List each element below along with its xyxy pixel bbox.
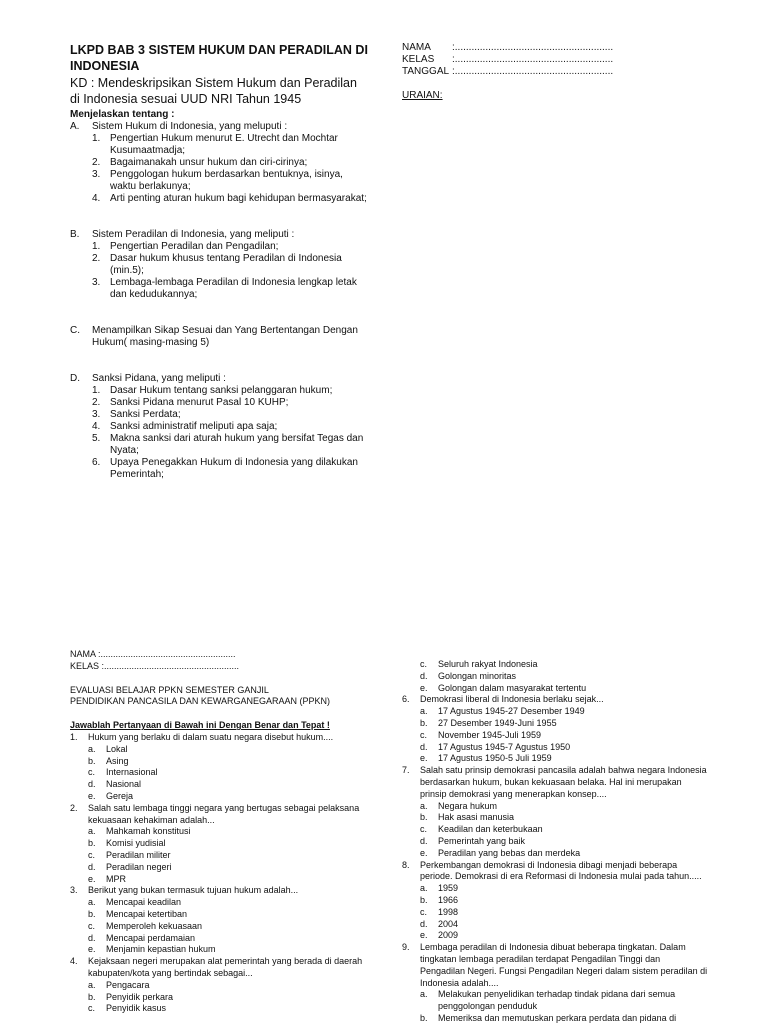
- option-letter: b.: [420, 894, 428, 905]
- answer-option[interactable]: [70, 944, 370, 956]
- question-text: Salah satu lembaga tinggi negara yang bertugas sebagai pelaksana: [88, 802, 360, 813]
- section-item: [70, 241, 370, 253]
- option-letter: a.: [420, 706, 428, 717]
- question-number: [402, 871, 420, 883]
- question-line: [70, 803, 370, 815]
- section-item: [70, 433, 370, 457]
- answer-option[interactable]: [402, 883, 712, 895]
- option-text: Mencapai perdamaian: [106, 932, 196, 943]
- section-item: [70, 253, 370, 277]
- field-nama[interactable]: NAMA :.........................................................: [402, 42, 614, 53]
- intro-text: Menjelaskan tentang :: [70, 109, 175, 120]
- option-letter: e.: [420, 847, 428, 858]
- section-item: [70, 397, 370, 409]
- answer-option[interactable]: [70, 1003, 370, 1015]
- option-text: Asing: [106, 755, 129, 766]
- question-text: Demokrasi liberal di Indonesia berlaku sejak...: [420, 694, 604, 705]
- option-text: Pengacara: [106, 979, 150, 990]
- question: [70, 803, 370, 886]
- question-text: Perkembangan demokrasi di Indonesia dibagi menjadi beberapa: [420, 859, 678, 870]
- answer-option[interactable]: [402, 812, 712, 824]
- question: [402, 860, 712, 943]
- option-text: 2004: [438, 918, 459, 929]
- item-text: Dasar Hukum tentang sanksi pelanggaran hukum;: [110, 385, 333, 396]
- answer-option[interactable]: [402, 919, 712, 931]
- eval-nama-field[interactable]: NAMA :......................................................: [70, 649, 236, 659]
- answer-option[interactable]: [70, 756, 370, 768]
- option-letter: d.: [420, 741, 428, 752]
- item-number: 3.: [92, 277, 101, 288]
- question: [70, 885, 370, 956]
- question-line: [402, 789, 712, 801]
- option-text: 1966: [438, 894, 459, 905]
- answer-option[interactable]: [70, 862, 370, 874]
- option-letter: [420, 1001, 438, 1013]
- answer-option[interactable]: [70, 744, 370, 756]
- section-label: C.: [70, 325, 80, 336]
- question-number: [402, 954, 420, 966]
- option-text: 1959: [438, 883, 459, 894]
- question-line: [402, 777, 712, 789]
- question: [70, 732, 370, 803]
- question-text: Hukum yang berlaku di dalam suatu negara disebut hukum....: [88, 731, 334, 742]
- question-line: [70, 968, 370, 980]
- section-block: [70, 373, 370, 481]
- question: [70, 956, 370, 1015]
- option-letter: e.: [420, 682, 428, 693]
- answer-option[interactable]: [70, 992, 370, 1004]
- question-number: 9.: [402, 942, 410, 953]
- option-letter: a.: [420, 800, 428, 811]
- option-text: Gereja: [106, 790, 134, 801]
- answer-option[interactable]: [70, 767, 370, 779]
- question: [402, 765, 712, 859]
- section-item: [70, 169, 370, 193]
- option-letter: c.: [88, 767, 96, 778]
- question-line: [402, 942, 712, 954]
- question-line: [402, 871, 712, 883]
- option-text: 1998: [438, 906, 459, 917]
- option-letter: b.: [420, 812, 428, 823]
- section-label: B.: [70, 229, 80, 240]
- answer-option[interactable]: [402, 742, 712, 754]
- answer-option[interactable]: [402, 836, 712, 848]
- section-item: [70, 157, 370, 169]
- eval-subject: PENDIDIKAN PANCASILA DAN KEWARGANEGARAAN (PPKN): [70, 696, 331, 707]
- option-letter: b.: [88, 908, 96, 919]
- item-number: 3.: [92, 169, 101, 180]
- option-letter: a.: [420, 883, 428, 894]
- question-text: Kejaksaan negeri merupakan alat pemerintah yang berada di daerah: [88, 956, 363, 967]
- identity-fields: [402, 42, 682, 102]
- section-heading: [70, 121, 370, 133]
- eval-kelas-field[interactable]: KELAS :......................................................: [70, 660, 240, 671]
- question-line: [70, 885, 370, 897]
- answer-option[interactable]: [402, 683, 712, 695]
- item-number: 5.: [92, 433, 101, 444]
- answer-option[interactable]: [402, 718, 712, 730]
- option-text: 17 Agustus 1950-5 Juli 1959: [438, 753, 552, 764]
- evaluation-right-column: [402, 659, 712, 1025]
- option-text: Golongan minoritas: [438, 670, 517, 681]
- option-letter: a.: [88, 826, 96, 837]
- option-text: Mahkamah konstitusi: [106, 826, 191, 837]
- kd-text: KD : Mendeskripsikan Sistem Hukum dan Peradilan di Indonesia sesuai UUD NRI Tahun 1945: [70, 76, 357, 106]
- option-letter: e.: [420, 753, 428, 764]
- section-item: [70, 409, 370, 421]
- question-number: [70, 968, 88, 980]
- answer-option[interactable]: [70, 826, 370, 838]
- question-number: 1.: [70, 731, 78, 742]
- answer-option[interactable]: [402, 930, 712, 942]
- question-number: [70, 815, 88, 827]
- option-text: 2009: [438, 930, 459, 941]
- item-text: Pengertian Hukum menurut E. Utrecht dan Mochtar Kusumaatmadja;: [110, 133, 338, 156]
- worksheet-left-column: [70, 42, 370, 481]
- option-letter: a.: [88, 979, 96, 990]
- option-letter: b.: [88, 838, 96, 849]
- option-text: Hak asasi manusia: [438, 812, 515, 823]
- question-text: berdasarkan hukum, bukan kekuasaan belaka. Hal ini merupakan: [420, 776, 682, 787]
- item-text: Sanksi administratif meliputi apa saja;: [110, 421, 278, 432]
- question-line: [402, 860, 712, 872]
- item-text: Arti penting aturan hukum bagi kehidupan bermasyarakat;: [110, 193, 367, 204]
- option-text: Pemerintah yang baik: [438, 835, 526, 846]
- option-text: 27 Desember 1949-Juni 1955: [438, 717, 557, 728]
- option-letter: a.: [88, 897, 96, 908]
- answer-option[interactable]: [70, 791, 370, 803]
- question-text: prinsip demokrasi yang menerapkan konsep....: [420, 788, 607, 799]
- item-text: Dasar hukum khusus tentang Peradilan di Indonesia (min.5);: [110, 253, 342, 276]
- option-letter: c.: [420, 729, 428, 740]
- answer-option[interactable]: [402, 1001, 712, 1013]
- question-text: Berikut yang bukan termasuk tujuan hukum adalah...: [88, 885, 299, 896]
- section-item: [70, 385, 370, 397]
- option-text: 17 Agustus 1945-27 Desember 1949: [438, 706, 585, 717]
- item-number: 2.: [92, 397, 101, 408]
- section-item: [70, 457, 370, 481]
- section-heading: [70, 229, 370, 241]
- question-text: Salah satu prinsip demokrasi pancasila adalah bahwa negara Indonesia: [420, 765, 707, 776]
- section-block: [70, 325, 370, 349]
- item-number: 2.: [92, 157, 101, 168]
- question-number: [402, 777, 420, 789]
- answer-option[interactable]: [70, 897, 370, 909]
- option-letter: c.: [420, 906, 428, 917]
- question-line: [402, 694, 712, 706]
- right-questions: [402, 694, 712, 1024]
- option-letter: e.: [420, 930, 428, 941]
- answer-option[interactable]: [402, 848, 712, 860]
- answer-option[interactable]: [402, 659, 712, 671]
- answer-option[interactable]: [402, 801, 712, 813]
- answer-option[interactable]: [70, 933, 370, 945]
- option-text: Keadilan dan keterbukaan: [438, 824, 543, 835]
- item-number: 2.: [92, 253, 101, 264]
- option-text: penggolongan penduduk: [438, 1001, 538, 1012]
- option-text: 17 Agustus 1945-7 Agustus 1950: [438, 741, 571, 752]
- option-letter: d.: [420, 918, 428, 929]
- question-number: [402, 978, 420, 990]
- q5-remaining-options: [402, 659, 712, 694]
- option-text: Penyidik perkara: [106, 991, 174, 1002]
- option-letter: a.: [88, 743, 96, 754]
- option-letter: b.: [420, 1012, 428, 1023]
- answer-option[interactable]: [402, 907, 712, 919]
- answer-option[interactable]: [402, 706, 712, 718]
- question-line: [402, 966, 712, 978]
- question-text: Indonesia adalah....: [420, 977, 499, 988]
- option-text: Peradilan militer: [106, 849, 171, 860]
- question-number: 6.: [402, 694, 410, 705]
- answer-option[interactable]: [70, 838, 370, 850]
- question-text: kabupaten/kota yang bertindak sebagai...: [88, 967, 253, 978]
- section-text: Sanksi Pidana, yang meliputi :: [92, 373, 226, 384]
- item-number: 4.: [92, 421, 101, 432]
- eval-title: EVALUASI BELAJAR PPKN SEMESTER GANJIL: [70, 684, 269, 695]
- answer-option[interactable]: [402, 895, 712, 907]
- option-text: Lokal: [106, 743, 128, 754]
- answer-option[interactable]: [70, 779, 370, 791]
- answer-option[interactable]: [70, 909, 370, 921]
- question: [402, 694, 712, 765]
- option-text: Memperoleh kekuasaan: [106, 920, 203, 931]
- answer-option[interactable]: [402, 824, 712, 836]
- option-letter: d.: [420, 670, 428, 681]
- question-number: 3.: [70, 885, 78, 896]
- answer-option[interactable]: [70, 874, 370, 886]
- option-text: Komisi yudisial: [106, 838, 166, 849]
- option-letter: d.: [88, 932, 96, 943]
- option-letter: c.: [420, 824, 428, 835]
- item-text: Makna sanksi dari aturah hukum yang bersifat Tegas dan Nyata;: [110, 433, 364, 456]
- option-letter: c.: [88, 849, 96, 860]
- option-text: Penyidik kasus: [106, 1003, 167, 1014]
- question: [402, 942, 712, 1025]
- option-letter: d.: [88, 779, 96, 790]
- option-letter: e.: [88, 790, 96, 801]
- answer-option[interactable]: [402, 730, 712, 742]
- option-text: Golongan dalam masyarakat tertentu: [438, 682, 587, 693]
- option-text: Seluruh rakyat Indonesia: [438, 659, 538, 669]
- section-item: [70, 133, 370, 157]
- item-number: 1.: [92, 133, 101, 144]
- question-text: Pengadilan Negeri. Fungsi Pengadilan Negeri dalam sistem peradilan di: [420, 965, 708, 976]
- option-letter: d.: [88, 861, 96, 872]
- item-text: Upaya Penegakkan Hukum di Indonesia yang dilakukan Pemerintah;: [110, 457, 358, 480]
- item-number: 1.: [92, 241, 101, 252]
- item-text: Lembaga-lembaga Peradilan di Indonesia lengkap letak dan kedudukannya;: [110, 277, 357, 300]
- item-text: Pengertian Peradilan dan Pengadilan;: [110, 241, 279, 252]
- option-letter: b.: [88, 991, 96, 1002]
- question-line: [70, 815, 370, 827]
- item-text: Sanksi Pidana menurut Pasal 10 KUHP;: [110, 397, 289, 408]
- option-letter: b.: [88, 755, 96, 766]
- question-text: periode. Demokrasi di era Reformasi di Indonesia mulai pada tahun.....: [420, 871, 702, 882]
- answer-option[interactable]: [402, 1013, 712, 1025]
- section-text: Sistem Hukum di Indonesia, yang meluputi :: [92, 121, 288, 132]
- field-kelas[interactable]: KELAS :.........................................................: [402, 54, 614, 65]
- section-block: [70, 121, 370, 205]
- question-number: 4.: [70, 956, 78, 967]
- answer-option[interactable]: [402, 989, 712, 1001]
- item-number: 6.: [92, 457, 101, 468]
- option-text: Negara hukum: [438, 800, 498, 811]
- section-text: Sistem Peradilan di Indonesia, yang meliputi :: [92, 229, 295, 240]
- question-text: tingkatan lembaga peradilan terdapat Pengadilan Tinggi dan: [420, 953, 661, 964]
- item-text: Sanksi Perdata;: [110, 409, 181, 420]
- worksheet-title: LKPD BAB 3 SISTEM HUKUM DAN PERADILAN DI INDONESIA: [70, 43, 368, 73]
- option-text: Menjamin kepastian hukum: [106, 944, 216, 955]
- item-number: 4.: [92, 193, 101, 204]
- section-item: [70, 421, 370, 433]
- section-item: [70, 193, 370, 205]
- question-number: 2.: [70, 802, 78, 813]
- option-letter: e.: [88, 873, 96, 884]
- section-label: D.: [70, 373, 80, 384]
- option-text: Peradilan yang bebas dan merdeka: [438, 847, 581, 858]
- section-label: A.: [70, 121, 80, 132]
- answer-option[interactable]: [70, 921, 370, 933]
- item-text: Penggologan hukum berdasarkan bentuknya, isinya, waktu berlakunya;: [110, 169, 343, 192]
- sections-list: [70, 121, 370, 481]
- question-line: [70, 956, 370, 968]
- section-block: [70, 229, 370, 301]
- question-line: [70, 732, 370, 744]
- field-tanggal[interactable]: TANGGAL :.........................................................: [402, 66, 614, 77]
- option-letter: c.: [88, 1003, 96, 1014]
- item-number: 1.: [92, 385, 101, 396]
- left-questions: [70, 732, 370, 1015]
- option-letter: c.: [88, 920, 96, 931]
- uraian-label: URAIAN:: [402, 90, 443, 101]
- question-number: [402, 789, 420, 801]
- eval-instruction: Jawablah Pertanyaan di Bawah ini Dengan Benar dan Tepat !: [70, 720, 330, 731]
- question-line: [402, 954, 712, 966]
- question-number: 7.: [402, 765, 410, 776]
- answer-option[interactable]: [402, 671, 712, 683]
- option-letter: e.: [88, 944, 96, 955]
- item-text: Bagaimanakah unsur hukum dan ciri-cirinya;: [110, 157, 308, 168]
- item-number: 3.: [92, 409, 101, 420]
- option-text: Mencapai keadilan: [106, 897, 182, 908]
- option-letter: a.: [420, 989, 428, 1000]
- answer-option[interactable]: [70, 980, 370, 992]
- question-line: [402, 978, 712, 990]
- question-number: [402, 966, 420, 978]
- question-text: Lembaga peradilan di Indonesia dibuat beberapa tingkatan. Dalam: [420, 942, 686, 953]
- question-number: 8.: [402, 859, 410, 870]
- section-text: Menampilkan Sikap Sesuai dan Yang Bertentangan Dengan Hukum( masing-masing 5): [92, 325, 358, 348]
- answer-option[interactable]: [70, 850, 370, 862]
- option-text: Melakukan penyelidikan terhadap tindak pidana dari semua: [438, 989, 676, 1000]
- answer-option[interactable]: [402, 753, 712, 765]
- option-text: Nasional: [106, 779, 142, 790]
- option-letter: b.: [420, 717, 428, 728]
- option-text: Peradilan negeri: [106, 861, 172, 872]
- section-heading: [70, 373, 370, 385]
- evaluation-left-column: [70, 649, 370, 1015]
- question-text: kekuasaan kehakiman adalah...: [88, 814, 215, 825]
- section-heading: [70, 325, 370, 349]
- option-letter: c.: [420, 659, 428, 669]
- option-text: Internasional: [106, 767, 158, 778]
- option-text: Mencapai ketertiban: [106, 908, 188, 919]
- option-text: MPR: [106, 873, 126, 884]
- question-line: [402, 765, 712, 777]
- option-letter: d.: [420, 835, 428, 846]
- option-text: Memeriksa dan memutuskan perkara perdata dan pidana di: [438, 1012, 677, 1023]
- section-item: [70, 277, 370, 301]
- option-text: November 1945-Juli 1959: [438, 729, 542, 740]
